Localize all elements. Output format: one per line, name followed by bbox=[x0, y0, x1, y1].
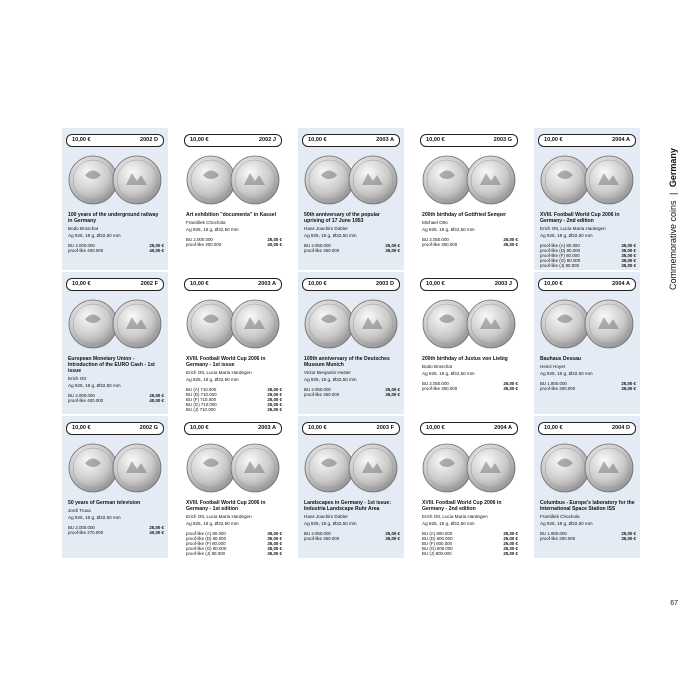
price-row bbox=[68, 398, 164, 403]
price-row bbox=[540, 536, 636, 541]
year-mint-code: 2002 D bbox=[139, 137, 158, 143]
coin-specs: Ag 925, 18 g, Ø32,50 mm bbox=[68, 233, 121, 239]
coin-card bbox=[416, 128, 522, 270]
sidebar-label-b: Germany bbox=[668, 148, 678, 188]
coin-title: 200th birthday of Gottfried Semper bbox=[422, 212, 507, 218]
coin-title: Art exhibition "documenta" in Kassel bbox=[186, 212, 277, 218]
price-label: BU (J) 710.000 bbox=[186, 407, 216, 413]
mintage-prices bbox=[186, 237, 282, 247]
price-label: BU (D) 800.000 bbox=[422, 535, 453, 541]
price-label: proof-like 350.000 bbox=[422, 241, 458, 247]
price-value: 25,00 € bbox=[621, 530, 636, 536]
face-value: 10,00 € bbox=[308, 425, 327, 431]
year-mint-code: 2003 A bbox=[376, 137, 394, 143]
coin-reverse bbox=[113, 444, 161, 492]
mintage-prices bbox=[186, 531, 282, 557]
coin-reverse bbox=[467, 444, 515, 492]
mintage-prices bbox=[422, 381, 518, 391]
price-value: 35,00 € bbox=[621, 385, 636, 391]
face-value: 10,00 € bbox=[72, 137, 91, 143]
coin-info bbox=[540, 212, 636, 269]
price-label: BU (A) 800.000 bbox=[422, 530, 453, 536]
price-value: 25,00 € bbox=[149, 242, 164, 248]
year-mint-code: 2002 F bbox=[140, 281, 158, 287]
sidebar-section-label bbox=[668, 130, 684, 290]
designer-name: Erich Ott bbox=[68, 375, 86, 381]
coin-images bbox=[538, 437, 636, 497]
price-label: proof-like 350.000 bbox=[304, 391, 340, 397]
price-value: 25,00 € bbox=[385, 386, 400, 392]
coin-specs: Ag 925, 18 g, Ø32,50 mm bbox=[422, 371, 475, 377]
coin-card bbox=[62, 272, 168, 414]
price-label: proof-like 350.000 bbox=[422, 385, 458, 391]
year-mint-code: 2004 A bbox=[494, 425, 512, 431]
coin-specs: Ag 925, 18 g, Ø32,50 mm bbox=[186, 227, 239, 233]
coin-info bbox=[186, 356, 282, 413]
price-value: 35,00 € bbox=[267, 546, 282, 552]
coin-title: 50 years of German television bbox=[68, 500, 141, 506]
price-value: 35,00 € bbox=[621, 535, 636, 541]
coin-obverse bbox=[69, 444, 117, 492]
coin-specs: Ag 925, 18 g, Ø32,50 mm bbox=[304, 377, 357, 383]
coin-header bbox=[538, 278, 636, 291]
price-value: 35,00 € bbox=[621, 263, 636, 269]
coin-obverse bbox=[187, 300, 235, 348]
price-label: proof-like (F) 80.000 bbox=[186, 541, 226, 546]
coin-illustration bbox=[420, 437, 518, 497]
price-value: 25,00 € bbox=[149, 392, 164, 398]
face-value: 10,00 € bbox=[544, 137, 563, 143]
designer-name: Erich Ott, Lucia Maria Hardegen bbox=[186, 369, 252, 375]
face-value: 10,00 € bbox=[72, 425, 91, 431]
price-label: BU 2.000.000 bbox=[186, 236, 213, 242]
coin-images bbox=[66, 149, 164, 209]
price-row bbox=[186, 407, 282, 412]
coin-illustration bbox=[184, 437, 282, 497]
coin-specs: Ag 925, 18 g, Ø32,50 mm bbox=[186, 377, 239, 383]
coin-illustration bbox=[538, 437, 636, 497]
coin-specs: Ag 925, 18 g, Ø32,50 mm bbox=[540, 371, 593, 377]
price-label: proof-like (J) 80.000 bbox=[186, 551, 226, 557]
coin-specs: Ag 925, 18 g, Ø32,50 mm bbox=[304, 521, 357, 527]
price-value: 25,00 € bbox=[503, 541, 518, 546]
price-label: BU 2.050.000 bbox=[304, 386, 331, 392]
price-label: proof-like (J) 80.000 bbox=[540, 263, 580, 269]
designer-name: Hans Joachim Dobler bbox=[304, 225, 348, 231]
face-value: 10,00 € bbox=[544, 281, 563, 287]
coin-header bbox=[66, 422, 164, 435]
price-value: 25,00 € bbox=[267, 407, 282, 413]
price-value: 35,00 € bbox=[267, 541, 282, 546]
price-row bbox=[186, 551, 282, 556]
coin-specs: Ag 925, 18 g, Ø32,50 mm bbox=[540, 233, 593, 239]
price-value: 40,00 € bbox=[149, 397, 164, 403]
coin-info bbox=[422, 500, 518, 557]
mintage-prices bbox=[186, 387, 282, 413]
coin-card bbox=[416, 416, 522, 558]
price-label: proof-like 300.000 bbox=[540, 535, 576, 541]
coin-images bbox=[302, 437, 400, 497]
price-value: 25,00 € bbox=[503, 551, 518, 557]
coin-header bbox=[184, 278, 282, 291]
coin-title: XVIII. Football World Cup 2006 in Germany - 1st edition bbox=[186, 500, 266, 513]
coin-title: XVIII. Football World Cup 2006 in Germany - 2nd edition bbox=[422, 500, 502, 513]
price-value: 35,00 € bbox=[621, 242, 636, 248]
coin-header bbox=[184, 422, 282, 435]
price-value: 35,00 € bbox=[385, 391, 400, 397]
price-label: proof-like 350.000 bbox=[304, 535, 340, 541]
coin-info bbox=[540, 356, 636, 391]
coin-obverse bbox=[305, 444, 353, 492]
price-value: 25,00 € bbox=[621, 380, 636, 386]
coin-obverse bbox=[305, 300, 353, 348]
price-label: proof-like (A) 80.000 bbox=[186, 530, 226, 536]
designer-name: Bodo Broschat bbox=[68, 225, 99, 231]
coin-obverse bbox=[541, 444, 589, 492]
price-label: proof-like 300.000 bbox=[186, 241, 222, 247]
coin-card bbox=[298, 128, 404, 270]
coin-info bbox=[304, 212, 400, 253]
coin-card bbox=[298, 416, 404, 558]
coin-specs: Ag 925, 18 g, Ø32,50 mm bbox=[422, 227, 475, 233]
coin-header bbox=[66, 278, 164, 291]
coin-images bbox=[538, 149, 636, 209]
price-label: BU (J) 800.000 bbox=[422, 551, 452, 557]
face-value: 10,00 € bbox=[426, 137, 445, 143]
price-row bbox=[68, 248, 164, 253]
coin-title: Landscapes in Germany - 1st issue: Industria Landscape Ruhr Area bbox=[304, 500, 391, 513]
coin-specs: Ag 925, 18 g, Ø32,50 mm bbox=[422, 521, 475, 527]
coin-images bbox=[66, 293, 164, 353]
mintage-prices bbox=[68, 525, 164, 535]
price-label: proof-like 400.000 bbox=[68, 247, 104, 253]
designer-name: Hans Joachim Dobler bbox=[304, 513, 348, 519]
coin-reverse bbox=[467, 156, 515, 204]
price-value: 25,00 € bbox=[385, 242, 400, 248]
coin-images bbox=[302, 149, 400, 209]
price-value: 25,00 € bbox=[149, 524, 164, 530]
coin-reverse bbox=[467, 300, 515, 348]
price-value: 25,00 € bbox=[503, 546, 518, 552]
coin-card bbox=[298, 272, 404, 414]
coin-images bbox=[184, 437, 282, 497]
price-value: 25,00 € bbox=[503, 236, 518, 242]
designer-name: Heinz Hoyer bbox=[540, 363, 566, 369]
price-row bbox=[540, 263, 636, 268]
price-label: BU (G) 800.000 bbox=[422, 546, 453, 552]
coin-reverse bbox=[231, 300, 279, 348]
coin-info bbox=[540, 500, 636, 541]
price-label: BU 1.800.000 bbox=[540, 530, 567, 536]
price-label: BU (F) 800.000 bbox=[422, 541, 453, 546]
coin-images bbox=[184, 149, 282, 209]
designer-name: Michael Otto bbox=[422, 219, 448, 225]
designer-name: Victor Benjamin Huster bbox=[304, 369, 351, 375]
mintage-prices bbox=[304, 531, 400, 541]
coin-specs: Ag 925, 18 g, Ø32,50 mm bbox=[68, 515, 121, 521]
coin-info bbox=[422, 356, 518, 391]
coin-reverse bbox=[585, 300, 633, 348]
coin-header bbox=[420, 134, 518, 147]
price-value: 25,00 € bbox=[503, 380, 518, 386]
coin-illustration bbox=[184, 293, 282, 353]
year-mint-code: 2004 D bbox=[611, 425, 630, 431]
coin-info bbox=[304, 500, 400, 541]
coin-illustration bbox=[420, 149, 518, 209]
price-value: 25,00 € bbox=[503, 535, 518, 541]
price-row bbox=[422, 551, 518, 556]
price-label: BU (F) 710.000 bbox=[186, 397, 217, 402]
coin-illustration bbox=[302, 149, 400, 209]
price-label: proof-like (F) 80.000 bbox=[540, 253, 580, 258]
coin-reverse bbox=[113, 156, 161, 204]
face-value: 10,00 € bbox=[426, 281, 445, 287]
coin-obverse bbox=[423, 444, 471, 492]
year-mint-code: 2003 D bbox=[375, 281, 394, 287]
price-value: 35,00 € bbox=[267, 535, 282, 541]
face-value: 10,00 € bbox=[544, 425, 563, 431]
designer-name: František Chochola bbox=[540, 513, 580, 519]
price-row bbox=[540, 386, 636, 391]
coin-obverse bbox=[69, 300, 117, 348]
coin-images bbox=[184, 293, 282, 353]
sidebar-label-a: Commemorative coins bbox=[668, 200, 678, 290]
designer-name: Erich Ott, Lucia Maria Hardegen bbox=[422, 513, 488, 519]
price-label: proof-like 270.000 bbox=[68, 529, 104, 535]
coin-illustration bbox=[66, 437, 164, 497]
year-mint-code: 2004 A bbox=[612, 281, 630, 287]
coin-specs: Ag 925, 18 g, Ø32,50 mm bbox=[186, 521, 239, 527]
coin-reverse bbox=[349, 300, 397, 348]
mintage-prices bbox=[304, 387, 400, 397]
coin-header bbox=[184, 134, 282, 147]
coin-info bbox=[186, 212, 282, 247]
coin-illustration bbox=[302, 293, 400, 353]
price-value: 35,00 € bbox=[503, 241, 518, 247]
coin-header bbox=[420, 422, 518, 435]
coin-images bbox=[420, 437, 518, 497]
coin-reverse bbox=[585, 156, 633, 204]
coin-title: Bauhaus Dessau bbox=[540, 356, 582, 362]
price-label: BU (G) 710.000 bbox=[186, 402, 217, 408]
price-label: BU 2.000.000 bbox=[68, 242, 95, 248]
coin-illustration bbox=[538, 293, 636, 353]
price-value: 35,00 € bbox=[385, 535, 400, 541]
coin-obverse bbox=[541, 156, 589, 204]
year-mint-code: 2002 J bbox=[258, 137, 276, 143]
coin-specs: Ag 925, 18 g, Ø32,50 mm bbox=[68, 383, 121, 389]
designer-name: Jordi Truxa bbox=[68, 507, 91, 513]
coin-images bbox=[302, 293, 400, 353]
coin-info bbox=[68, 212, 164, 253]
price-row bbox=[68, 530, 164, 535]
price-value: 25,00 € bbox=[267, 236, 282, 242]
coin-header bbox=[66, 134, 164, 147]
year-mint-code: 2002 G bbox=[139, 425, 158, 431]
coin-obverse bbox=[423, 300, 471, 348]
coin-images bbox=[538, 293, 636, 353]
mintage-prices bbox=[422, 531, 518, 557]
coin-title: 50th anniversary of the popular uprising of 17 June 1953 bbox=[304, 212, 380, 225]
price-label: proof-like (G) 80.000 bbox=[540, 258, 581, 264]
coin-illustration bbox=[66, 149, 164, 209]
coin-obverse bbox=[423, 156, 471, 204]
price-label: BU 2.000.000 bbox=[68, 524, 95, 530]
price-row bbox=[422, 242, 518, 247]
coin-images bbox=[420, 149, 518, 209]
coin-reverse bbox=[585, 444, 633, 492]
coin-header bbox=[302, 134, 400, 147]
price-row bbox=[422, 386, 518, 391]
mintage-prices bbox=[540, 243, 636, 269]
coin-card bbox=[180, 416, 286, 558]
coin-header bbox=[538, 134, 636, 147]
mintage-prices bbox=[422, 237, 518, 247]
coin-obverse bbox=[69, 156, 117, 204]
coin-title: XVIII. Football World Cup 2006 in Germany - 1st issue bbox=[186, 356, 266, 369]
price-value: 25,00 € bbox=[267, 386, 282, 392]
coin-title: XVIII. Football World Cup 2006 in Germany - 2nd edition bbox=[540, 212, 620, 225]
coin-title: 100th anniversary of the Deutsches Museum Munich bbox=[304, 356, 390, 369]
coin-obverse bbox=[187, 444, 235, 492]
mintage-prices bbox=[540, 381, 636, 391]
coin-illustration bbox=[538, 149, 636, 209]
price-value: 35,00 € bbox=[621, 253, 636, 258]
price-value: 35,00 € bbox=[621, 258, 636, 264]
coin-obverse bbox=[541, 300, 589, 348]
price-label: BU 2.050.000 bbox=[422, 236, 449, 242]
price-value: 40,00 € bbox=[267, 241, 282, 247]
price-label: BU (A) 710.000 bbox=[186, 386, 217, 392]
coin-obverse bbox=[305, 156, 353, 204]
year-mint-code: 2004 A bbox=[612, 137, 630, 143]
coin-images bbox=[420, 293, 518, 353]
price-label: BU 2.050.000 bbox=[304, 242, 331, 248]
coin-info bbox=[68, 500, 164, 535]
price-value: 35,00 € bbox=[267, 551, 282, 557]
designer-name: Erich Ott, Lucia Maria Hardegen bbox=[186, 513, 252, 519]
price-label: proof-like (G) 80.000 bbox=[186, 546, 227, 552]
price-value: 25,00 € bbox=[385, 530, 400, 536]
coin-title: European Monetary Union - Introduction of the EURO Cash - 1st issue bbox=[68, 356, 155, 375]
coin-card bbox=[534, 128, 640, 270]
mintage-prices bbox=[68, 393, 164, 403]
price-label: proof-like 300.000 bbox=[540, 385, 576, 391]
coin-illustration bbox=[302, 437, 400, 497]
mintage-prices bbox=[304, 243, 400, 253]
year-mint-code: 2003 A bbox=[258, 425, 276, 431]
coin-info bbox=[68, 356, 164, 403]
price-value: 35,00 € bbox=[267, 530, 282, 536]
face-value: 10,00 € bbox=[190, 425, 209, 431]
designer-name: Bodo Broschat bbox=[422, 363, 453, 369]
coin-title: 100 years of the underground railway in Germany bbox=[68, 212, 159, 225]
face-value: 10,00 € bbox=[190, 137, 209, 143]
year-mint-code: 2003 G bbox=[493, 137, 512, 143]
coin-reverse bbox=[231, 156, 279, 204]
year-mint-code: 2003 A bbox=[258, 281, 276, 287]
coin-reverse bbox=[231, 444, 279, 492]
coin-illustration bbox=[184, 149, 282, 209]
coin-reverse bbox=[349, 444, 397, 492]
coin-specs: Ag 925, 18 g, Ø32,50 mm bbox=[540, 521, 593, 527]
price-label: proof-like 350.000 bbox=[304, 247, 340, 253]
face-value: 10,00 € bbox=[308, 137, 327, 143]
coin-obverse bbox=[187, 156, 235, 204]
coin-card bbox=[416, 272, 522, 414]
price-row bbox=[186, 242, 282, 247]
coin-images bbox=[66, 437, 164, 497]
price-value: 40,00 € bbox=[149, 529, 164, 535]
price-value: 35,00 € bbox=[385, 247, 400, 253]
year-mint-code: 2003 J bbox=[494, 281, 512, 287]
coin-illustration bbox=[420, 293, 518, 353]
price-label: proof-like (D) 80.000 bbox=[540, 247, 581, 253]
price-value: 25,00 € bbox=[503, 530, 518, 536]
mintage-prices bbox=[68, 243, 164, 253]
price-value: 35,00 € bbox=[503, 385, 518, 391]
coin-header bbox=[538, 422, 636, 435]
coin-card bbox=[62, 416, 168, 558]
coin-info bbox=[422, 212, 518, 247]
designer-name: František Chochola bbox=[186, 219, 226, 225]
price-value: 25,00 € bbox=[267, 397, 282, 402]
coin-title: Columbus - Europe's laboratory for the International Space Station ISS bbox=[540, 500, 635, 513]
face-value: 10,00 € bbox=[190, 281, 209, 287]
price-value: 35,00 € bbox=[621, 247, 636, 253]
page-number: 67 bbox=[670, 600, 678, 607]
price-label: proof-like (D) 80.000 bbox=[186, 535, 227, 541]
price-label: BU (D) 710.000 bbox=[186, 391, 217, 397]
price-row bbox=[304, 392, 400, 397]
coin-info bbox=[304, 356, 400, 397]
coin-header bbox=[420, 278, 518, 291]
sidebar-separator: | bbox=[668, 192, 678, 195]
coin-reverse bbox=[113, 300, 161, 348]
price-label: proof-like (A) 80.000 bbox=[540, 242, 580, 248]
coin-header bbox=[302, 422, 400, 435]
price-value: 25,00 € bbox=[267, 402, 282, 408]
coin-card bbox=[534, 416, 640, 558]
coin-title: 200th birthday of Justus von Liebig bbox=[422, 356, 508, 362]
price-label: BU 2.050.000 bbox=[304, 530, 331, 536]
designer-name: Erich Ott, Lucia Maria Hardegen bbox=[540, 225, 606, 231]
price-label: proof-like 400.000 bbox=[68, 397, 104, 403]
coin-card bbox=[534, 272, 640, 414]
year-mint-code: 2003 F bbox=[376, 425, 394, 431]
coin-card bbox=[180, 128, 286, 270]
mintage-prices bbox=[540, 531, 636, 541]
price-label: BU 2.050.000 bbox=[422, 380, 449, 386]
price-label: BU 2.000.000 bbox=[68, 392, 95, 398]
price-row bbox=[304, 248, 400, 253]
face-value: 10,00 € bbox=[72, 281, 91, 287]
face-value: 10,00 € bbox=[308, 281, 327, 287]
price-label: BU 1.800.000 bbox=[540, 380, 567, 386]
coin-specs: Ag 925, 18 g, Ø32,50 mm bbox=[304, 233, 357, 239]
coin-card bbox=[180, 272, 286, 414]
price-value: 25,00 € bbox=[267, 391, 282, 397]
coin-info bbox=[186, 500, 282, 557]
coin-card bbox=[62, 128, 168, 270]
price-row bbox=[304, 536, 400, 541]
coin-illustration bbox=[66, 293, 164, 353]
coin-header bbox=[302, 278, 400, 291]
face-value: 10,00 € bbox=[426, 425, 445, 431]
price-value: 40,00 € bbox=[149, 247, 164, 253]
coin-reverse bbox=[349, 156, 397, 204]
